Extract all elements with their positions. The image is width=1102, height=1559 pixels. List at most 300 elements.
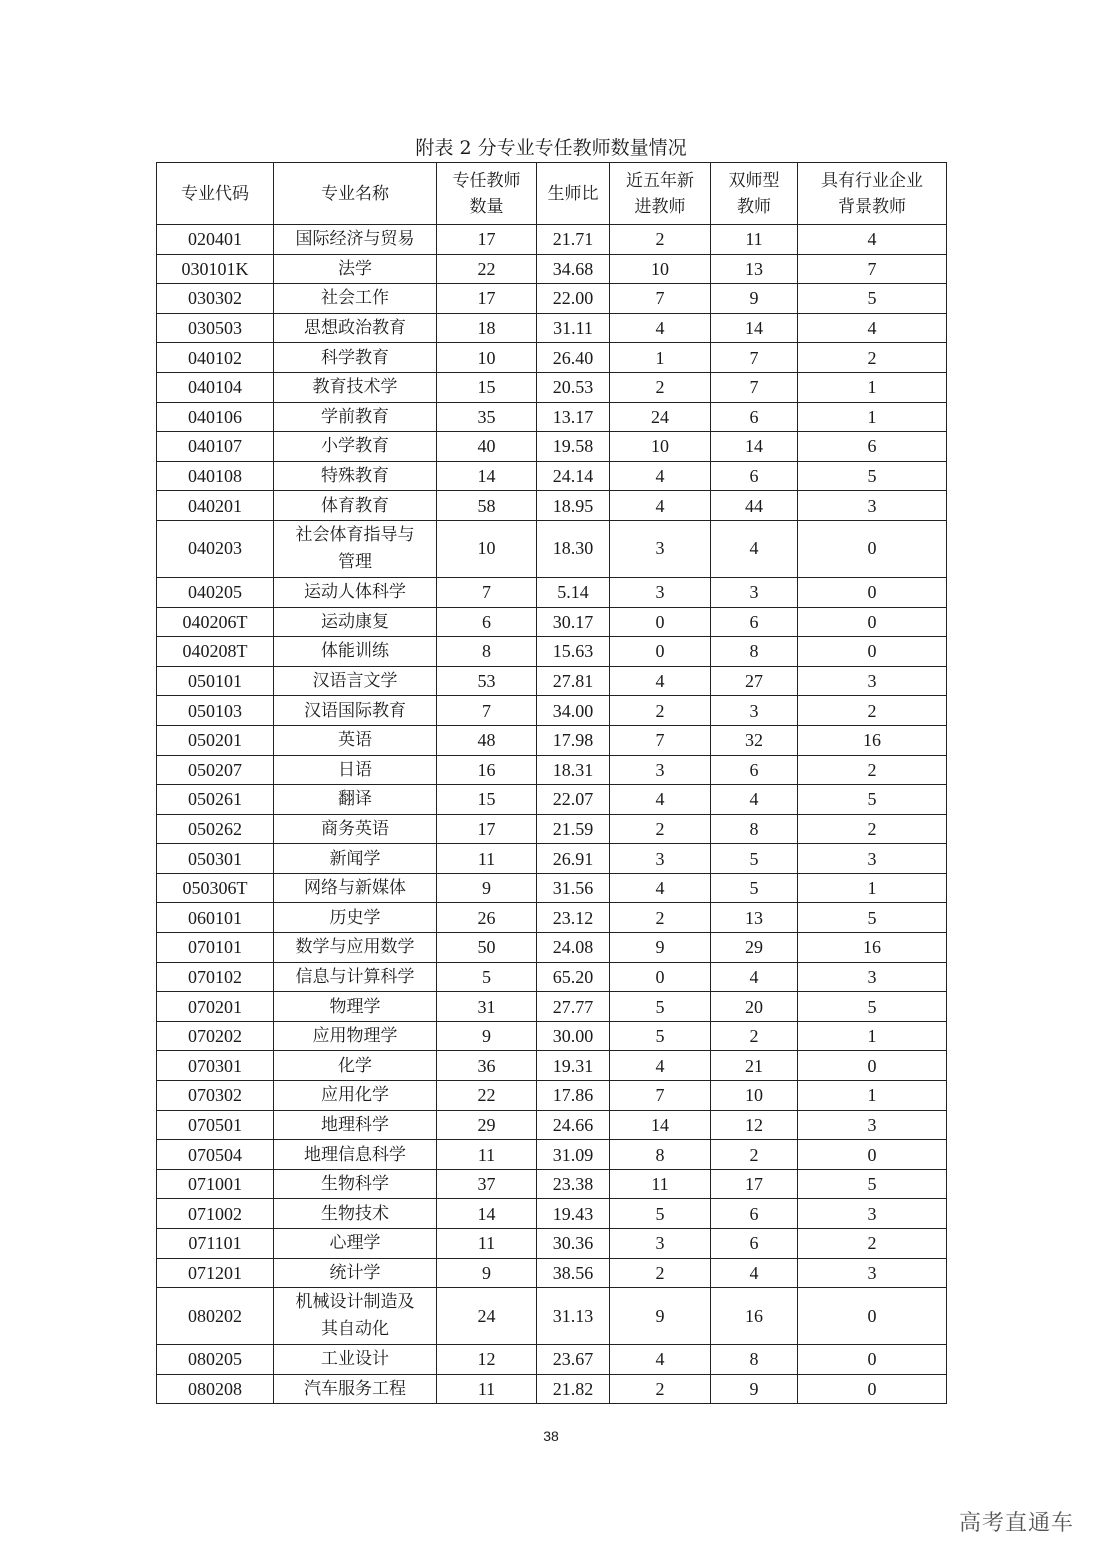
teacher-count: 11: [437, 1374, 537, 1404]
student-teacher-ratio: 21.71: [537, 225, 610, 255]
new-teachers: 2: [610, 814, 711, 844]
industry-teachers: 2: [798, 343, 947, 373]
dual-teachers: 4: [711, 520, 798, 577]
table-row: [157, 520, 947, 577]
student-teacher-ratio: 22.07: [537, 785, 610, 815]
teacher-count: 15: [437, 785, 537, 815]
table-row: [157, 432, 947, 462]
table-row: [157, 725, 947, 755]
major-code: 050262: [157, 814, 274, 844]
teacher-count: 40: [437, 432, 537, 462]
industry-teachers: 1: [798, 1081, 947, 1111]
major-code: 040203: [157, 520, 274, 577]
dual-teachers: 29: [711, 933, 798, 963]
teacher-count: 35: [437, 402, 537, 432]
industry-teachers: 5: [798, 903, 947, 933]
teacher-count: 29: [437, 1110, 537, 1140]
new-teachers: 4: [610, 873, 711, 903]
teacher-count: 26: [437, 903, 537, 933]
table-row: [157, 1051, 947, 1081]
major-name: 生物科学: [274, 1169, 437, 1199]
major-code: 040208T: [157, 637, 274, 667]
student-teacher-ratio: 17.98: [537, 725, 610, 755]
teacher-count: 50: [437, 933, 537, 963]
student-teacher-ratio: 18.95: [537, 491, 610, 521]
major-name: 地理科学: [274, 1110, 437, 1140]
major-code: 071002: [157, 1199, 274, 1229]
industry-teachers: 3: [798, 962, 947, 992]
major-name: 历史学: [274, 903, 437, 933]
major-code: 020401: [157, 225, 274, 255]
student-teacher-ratio: 27.77: [537, 992, 610, 1022]
industry-teachers: 0: [798, 637, 947, 667]
dual-teachers: 8: [711, 1345, 798, 1375]
new-teachers: 0: [610, 962, 711, 992]
new-teachers: 4: [610, 785, 711, 815]
page-number: 38: [543, 1428, 559, 1444]
table-body: [157, 225, 947, 1404]
student-teacher-ratio: 31.13: [537, 1288, 610, 1345]
teacher-count: 58: [437, 491, 537, 521]
student-teacher-ratio: 19.31: [537, 1051, 610, 1081]
major-name: 英语: [274, 725, 437, 755]
student-teacher-ratio: 24.66: [537, 1110, 610, 1140]
student-teacher-ratio: 22.00: [537, 284, 610, 314]
industry-teachers: 2: [798, 1229, 947, 1259]
new-teachers: 3: [610, 577, 711, 607]
industry-teachers: 0: [798, 577, 947, 607]
major-code: 070201: [157, 992, 274, 1022]
dual-teachers: 9: [711, 284, 798, 314]
teacher-count: 14: [437, 461, 537, 491]
industry-teachers: 5: [798, 284, 947, 314]
major-code: 030503: [157, 313, 274, 343]
dual-teachers: 8: [711, 637, 798, 667]
dual-teachers: 6: [711, 461, 798, 491]
dual-teachers: 6: [711, 755, 798, 785]
student-teacher-ratio: 5.14: [537, 577, 610, 607]
student-teacher-ratio: 23.12: [537, 903, 610, 933]
teacher-count: 17: [437, 284, 537, 314]
teacher-count: 24: [437, 1288, 537, 1345]
table-row: [157, 992, 947, 1022]
dual-teachers: 14: [711, 313, 798, 343]
major-name: 工业设计: [274, 1345, 437, 1375]
teacher-count: 11: [437, 844, 537, 874]
major-code: 050301: [157, 844, 274, 874]
major-code: 070301: [157, 1051, 274, 1081]
dual-teachers: 32: [711, 725, 798, 755]
industry-teachers: 3: [798, 491, 947, 521]
dual-teachers: 9: [711, 1374, 798, 1404]
new-teachers: 7: [610, 284, 711, 314]
industry-teachers: 2: [798, 755, 947, 785]
new-teachers: 5: [610, 1199, 711, 1229]
teacher-count: 36: [437, 1051, 537, 1081]
major-name: 地理信息科学: [274, 1140, 437, 1170]
new-teachers: 14: [610, 1110, 711, 1140]
major-name: 数学与应用数学: [274, 933, 437, 963]
table-row: [157, 755, 947, 785]
teacher-count: 7: [437, 696, 537, 726]
table-row: [157, 1169, 947, 1199]
major-code: 030302: [157, 284, 274, 314]
major-name: 翻译: [274, 785, 437, 815]
dual-teachers: 7: [711, 372, 798, 402]
new-teachers: 4: [610, 491, 711, 521]
dual-teachers: 6: [711, 1199, 798, 1229]
industry-teachers: 0: [798, 1288, 947, 1345]
table-row: [157, 491, 947, 521]
table-row: [157, 313, 947, 343]
industry-teachers: 1: [798, 402, 947, 432]
major-name: 体育教育: [274, 491, 437, 521]
major-code: 071201: [157, 1258, 274, 1288]
table-row: [157, 254, 947, 284]
major-code: 050207: [157, 755, 274, 785]
major-name: 日语: [274, 755, 437, 785]
table-row: [157, 1258, 947, 1288]
table-row: [157, 402, 947, 432]
major-code: 040108: [157, 461, 274, 491]
industry-teachers: 16: [798, 725, 947, 755]
industry-teachers: 1: [798, 873, 947, 903]
dual-teachers: 5: [711, 844, 798, 874]
student-teacher-ratio: 65.20: [537, 962, 610, 992]
dual-teachers: 6: [711, 402, 798, 432]
teacher-count: 37: [437, 1169, 537, 1199]
table-row: [157, 814, 947, 844]
header-name: 专业名称: [274, 163, 437, 225]
dual-teachers: 16: [711, 1288, 798, 1345]
dual-teachers: 27: [711, 666, 798, 696]
header-dual-teachers: 双师型 教师: [711, 163, 798, 225]
major-code: 040107: [157, 432, 274, 462]
table-row: [157, 577, 947, 607]
dual-teachers: 7: [711, 343, 798, 373]
student-teacher-ratio: 13.17: [537, 402, 610, 432]
major-name: 网络与新媒体: [274, 873, 437, 903]
major-name: 心理学: [274, 1229, 437, 1259]
major-name: 生物技术: [274, 1199, 437, 1229]
student-teacher-ratio: 31.56: [537, 873, 610, 903]
major-name: 小学教育: [274, 432, 437, 462]
dual-teachers: 4: [711, 785, 798, 815]
industry-teachers: 0: [798, 1051, 947, 1081]
industry-teachers: 5: [798, 1169, 947, 1199]
dual-teachers: 17: [711, 1169, 798, 1199]
major-name: 法学: [274, 254, 437, 284]
major-code: 040102: [157, 343, 274, 373]
new-teachers: 1: [610, 343, 711, 373]
major-code: 030101K: [157, 254, 274, 284]
major-name: 社会工作: [274, 284, 437, 314]
table-row: [157, 844, 947, 874]
new-teachers: 3: [610, 755, 711, 785]
industry-teachers: 3: [798, 1258, 947, 1288]
dual-teachers: 11: [711, 225, 798, 255]
dual-teachers: 6: [711, 607, 798, 637]
new-teachers: 4: [610, 1051, 711, 1081]
industry-teachers: 0: [798, 1345, 947, 1375]
new-teachers: 10: [610, 432, 711, 462]
new-teachers: 2: [610, 372, 711, 402]
major-code: 080208: [157, 1374, 274, 1404]
dual-teachers: 13: [711, 254, 798, 284]
table-row: [157, 666, 947, 696]
student-teacher-ratio: 15.63: [537, 637, 610, 667]
major-code: 040206T: [157, 607, 274, 637]
major-code: 080202: [157, 1288, 274, 1345]
student-teacher-ratio: 24.14: [537, 461, 610, 491]
industry-teachers: 0: [798, 1140, 947, 1170]
major-code: 071001: [157, 1169, 274, 1199]
teacher-count: 18: [437, 313, 537, 343]
teacher-count: 31: [437, 992, 537, 1022]
dual-teachers: 4: [711, 962, 798, 992]
new-teachers: 2: [610, 1258, 711, 1288]
new-teachers: 0: [610, 637, 711, 667]
student-teacher-ratio: 38.56: [537, 1258, 610, 1288]
table-row: [157, 284, 947, 314]
student-teacher-ratio: 26.91: [537, 844, 610, 874]
student-teacher-ratio: 21.82: [537, 1374, 610, 1404]
student-teacher-ratio: 23.67: [537, 1345, 610, 1375]
new-teachers: 2: [610, 903, 711, 933]
table-header: [157, 163, 947, 225]
industry-teachers: 5: [798, 785, 947, 815]
major-name: 物理学: [274, 992, 437, 1022]
major-name: 应用化学: [274, 1081, 437, 1111]
major-name: 国际经济与贸易: [274, 225, 437, 255]
industry-teachers: 1: [798, 372, 947, 402]
table-row: [157, 903, 947, 933]
dual-teachers: 2: [711, 1140, 798, 1170]
new-teachers: 2: [610, 225, 711, 255]
industry-teachers: 0: [798, 607, 947, 637]
teacher-count: 15: [437, 372, 537, 402]
major-code: 040104: [157, 372, 274, 402]
major-name: 信息与计算科学: [274, 962, 437, 992]
student-teacher-ratio: 19.43: [537, 1199, 610, 1229]
teacher-count: 7: [437, 577, 537, 607]
teacher-count: 17: [437, 225, 537, 255]
teacher-count: 11: [437, 1140, 537, 1170]
student-teacher-ratio: 20.53: [537, 372, 610, 402]
major-code: 070101: [157, 933, 274, 963]
header-ratio: 生师比: [537, 163, 610, 225]
teacher-count: 10: [437, 520, 537, 577]
new-teachers: 4: [610, 461, 711, 491]
dual-teachers: 5: [711, 873, 798, 903]
industry-teachers: 7: [798, 254, 947, 284]
industry-teachers: 0: [798, 520, 947, 577]
watermark: 高考直通车: [958, 1511, 1074, 1536]
student-teacher-ratio: 31.09: [537, 1140, 610, 1170]
student-teacher-ratio: 23.38: [537, 1169, 610, 1199]
major-name: 社会体育指导与 管理: [274, 520, 437, 577]
header-industry-teachers: 具有行业企业 背景教师: [798, 163, 947, 225]
student-teacher-ratio: 24.08: [537, 933, 610, 963]
major-name: 教育技术学: [274, 372, 437, 402]
table-row: [157, 696, 947, 726]
industry-teachers: 3: [798, 1110, 947, 1140]
dual-teachers: 12: [711, 1110, 798, 1140]
new-teachers: 7: [610, 1081, 711, 1111]
major-code: 040201: [157, 491, 274, 521]
dual-teachers: 13: [711, 903, 798, 933]
major-code: 080205: [157, 1345, 274, 1375]
new-teachers: 3: [610, 520, 711, 577]
student-teacher-ratio: 18.30: [537, 520, 610, 577]
industry-teachers: 3: [798, 666, 947, 696]
header-code: 专业代码: [157, 163, 274, 225]
student-teacher-ratio: 18.31: [537, 755, 610, 785]
student-teacher-ratio: 34.68: [537, 254, 610, 284]
teacher-count: 14: [437, 1199, 537, 1229]
major-code: 050201: [157, 725, 274, 755]
student-teacher-ratio: 31.11: [537, 313, 610, 343]
industry-teachers: 5: [798, 461, 947, 491]
major-code: 040106: [157, 402, 274, 432]
industry-teachers: 4: [798, 225, 947, 255]
major-name: 科学教育: [274, 343, 437, 373]
header-row: [157, 163, 947, 225]
table-row: [157, 933, 947, 963]
major-code: 071101: [157, 1229, 274, 1259]
major-name: 应用物理学: [274, 1021, 437, 1051]
new-teachers: 2: [610, 696, 711, 726]
dual-teachers: 8: [711, 814, 798, 844]
major-name: 思想政治教育: [274, 313, 437, 343]
teacher-count: 48: [437, 725, 537, 755]
dual-teachers: 20: [711, 992, 798, 1022]
table-row: [157, 785, 947, 815]
new-teachers: 4: [610, 1345, 711, 1375]
teacher-count: 8: [437, 637, 537, 667]
major-code: 070504: [157, 1140, 274, 1170]
teacher-count: 53: [437, 666, 537, 696]
table-row: [157, 1229, 947, 1259]
table-row: [157, 1345, 947, 1375]
table-row: [157, 225, 947, 255]
table-caption: 附表 2 分专业专任教师数量情况: [415, 137, 687, 159]
student-teacher-ratio: 26.40: [537, 343, 610, 373]
major-code: 040205: [157, 577, 274, 607]
industry-teachers: 2: [798, 696, 947, 726]
major-name: 学前教育: [274, 402, 437, 432]
teacher-count: 11: [437, 1229, 537, 1259]
major-name: 统计学: [274, 1258, 437, 1288]
industry-teachers: 6: [798, 432, 947, 462]
new-teachers: 10: [610, 254, 711, 284]
teacher-count: 5: [437, 962, 537, 992]
table-row: [157, 962, 947, 992]
teacher-count: 17: [437, 814, 537, 844]
industry-teachers: 16: [798, 933, 947, 963]
industry-teachers: 5: [798, 992, 947, 1022]
industry-teachers: 1: [798, 1021, 947, 1051]
new-teachers: 9: [610, 933, 711, 963]
student-teacher-ratio: 34.00: [537, 696, 610, 726]
dual-teachers: 10: [711, 1081, 798, 1111]
table-row: [157, 343, 947, 373]
table-row: [157, 873, 947, 903]
teacher-count: 22: [437, 254, 537, 284]
new-teachers: 0: [610, 607, 711, 637]
major-code: 070501: [157, 1110, 274, 1140]
student-teacher-ratio: 17.86: [537, 1081, 610, 1111]
dual-teachers: 3: [711, 577, 798, 607]
table-row: [157, 1081, 947, 1111]
industry-teachers: 0: [798, 1374, 947, 1404]
new-teachers: 24: [610, 402, 711, 432]
table-row: [157, 637, 947, 667]
major-name: 运动人体科学: [274, 577, 437, 607]
student-teacher-ratio: 27.81: [537, 666, 610, 696]
major-name: 商务英语: [274, 814, 437, 844]
dual-teachers: 44: [711, 491, 798, 521]
major-code: 060101: [157, 903, 274, 933]
major-code: 050306T: [157, 873, 274, 903]
major-name: 机械设计制造及 其自动化: [274, 1288, 437, 1345]
major-code: 070302: [157, 1081, 274, 1111]
table-row: [157, 1140, 947, 1170]
new-teachers: 5: [610, 992, 711, 1022]
new-teachers: 4: [610, 313, 711, 343]
table-row: [157, 1374, 947, 1404]
dual-teachers: 14: [711, 432, 798, 462]
teacher-count: 9: [437, 1021, 537, 1051]
major-name: 汽车服务工程: [274, 1374, 437, 1404]
teacher-count: 9: [437, 873, 537, 903]
header-teacher-count: 专任教师 数量: [437, 163, 537, 225]
teacher-count: 22: [437, 1081, 537, 1111]
dual-teachers: 2: [711, 1021, 798, 1051]
major-name: 特殊教育: [274, 461, 437, 491]
new-teachers: 4: [610, 666, 711, 696]
table-row: [157, 1021, 947, 1051]
table-row: [157, 1288, 947, 1345]
major-code: 050101: [157, 666, 274, 696]
dual-teachers: 4: [711, 1258, 798, 1288]
teacher-count: 9: [437, 1258, 537, 1288]
student-teacher-ratio: 21.59: [537, 814, 610, 844]
major-code: 070202: [157, 1021, 274, 1051]
student-teacher-ratio: 19.58: [537, 432, 610, 462]
student-teacher-ratio: 30.17: [537, 607, 610, 637]
teacher-count: 10: [437, 343, 537, 373]
new-teachers: 7: [610, 725, 711, 755]
major-code: 070102: [157, 962, 274, 992]
new-teachers: 2: [610, 1374, 711, 1404]
teacher-count: 6: [437, 607, 537, 637]
dual-teachers: 6: [711, 1229, 798, 1259]
new-teachers: 3: [610, 844, 711, 874]
dual-teachers: 3: [711, 696, 798, 726]
industry-teachers: 3: [798, 1199, 947, 1229]
table-row: [157, 1199, 947, 1229]
major-code: 050261: [157, 785, 274, 815]
new-teachers: 8: [610, 1140, 711, 1170]
teacher-count: 16: [437, 755, 537, 785]
student-teacher-ratio: 30.00: [537, 1021, 610, 1051]
major-name: 化学: [274, 1051, 437, 1081]
major-name: 体能训练: [274, 637, 437, 667]
table-row: [157, 1110, 947, 1140]
new-teachers: 9: [610, 1288, 711, 1345]
industry-teachers: 3: [798, 844, 947, 874]
